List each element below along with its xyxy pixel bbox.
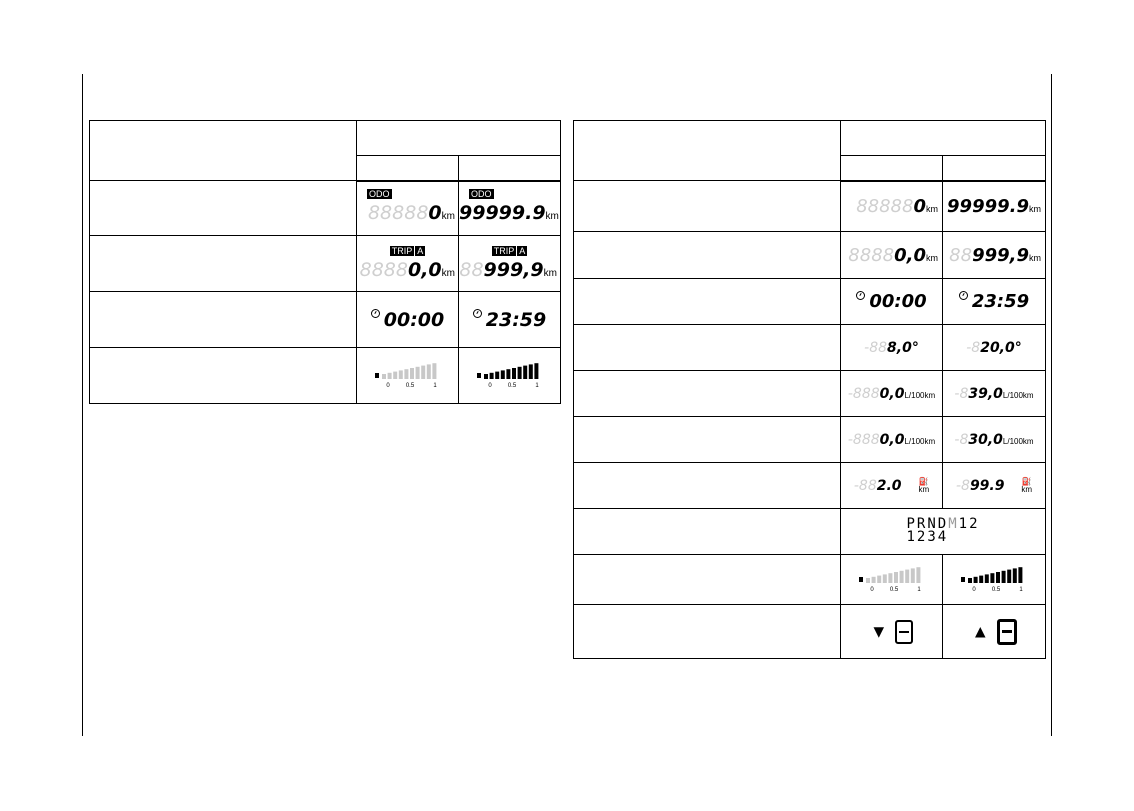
- header-max-cell: [943, 156, 1046, 181]
- fuel-label-cell: [90, 348, 357, 404]
- fuel-bar-segment: [484, 374, 488, 379]
- fuel-scale-label: 1: [432, 382, 437, 389]
- fuel-bar-segment: [421, 365, 425, 378]
- shift-up-arrow-icon: ▲: [971, 621, 990, 641]
- gear-digit-ghost: [895, 620, 913, 644]
- avg-consumption-max-cell: [943, 417, 1046, 463]
- fuel-scale-label: 0.5: [991, 586, 1001, 593]
- fuel-bar-segment: [990, 573, 994, 583]
- trip-tag: TRIP: [391, 245, 413, 256]
- fuel-bar-segment: [393, 371, 397, 378]
- fuel-bar-segment: [489, 372, 493, 378]
- odo-min-unit: km: [926, 203, 938, 214]
- fuel-pump-icon: [477, 373, 481, 378]
- gear-line1-suffix: 12: [958, 515, 980, 532]
- right-display-table: [573, 120, 1046, 659]
- fuel-pump-icon: [859, 577, 863, 582]
- fuel-bar-segment: [916, 567, 920, 583]
- trip-min-cell: [841, 232, 943, 279]
- fuel-scale-label: 0: [385, 382, 390, 389]
- fuel-scale-label: 0: [972, 586, 976, 593]
- fuel-bar-segment: [974, 576, 978, 582]
- range-max-ghost-digits: -8: [955, 477, 970, 494]
- fuel-bar-segment: [910, 568, 914, 583]
- range-label-cell: [574, 463, 841, 509]
- fuel-label-cell: [574, 555, 841, 605]
- fuel-bar-segment: [534, 363, 538, 379]
- fuel-bar-segment: [1013, 568, 1017, 583]
- odo-min-unit: km: [441, 211, 455, 223]
- fuel-bar-segment: [512, 368, 516, 379]
- range-min-cell: [841, 463, 943, 509]
- odo-max-unit: km: [1029, 203, 1041, 214]
- fuel-bar-segment: [517, 366, 521, 378]
- consumption-min-ghost-digits: -888: [847, 385, 880, 402]
- consumption-min-unit: L/100km: [904, 390, 936, 400]
- fuel-scale-label: 0.5: [889, 586, 898, 593]
- avg-consumption-max-unit: L/100km: [1002, 436, 1034, 446]
- fuel-bar-segment: [1002, 570, 1006, 582]
- header-item-cell: [574, 121, 841, 181]
- fuel-bar-segment: [899, 570, 903, 582]
- fuel-bar-segment: [877, 575, 881, 582]
- fuel-gauge-max: [959, 567, 1029, 593]
- fuel-bar-segment: [523, 365, 527, 378]
- fuel-gauge-max: [475, 363, 545, 389]
- clock-max-value: 23:59: [485, 308, 547, 331]
- trip-min-value: 0,0: [407, 258, 442, 281]
- odo-min-ghost-digits: 88888: [367, 202, 429, 225]
- temp-min-value: 8,0°: [887, 339, 919, 356]
- header-range-cell: [357, 121, 561, 156]
- fuel-scale-label: 0.5: [507, 382, 516, 389]
- fuel-bar-segment: [404, 369, 408, 379]
- gear-digit-solid: [997, 619, 1017, 645]
- fuel-min-cell: [841, 555, 943, 605]
- odo-label-cell: [90, 181, 357, 236]
- fuel-scale-label: 0.5: [405, 382, 414, 389]
- range-min-value: 2.0: [876, 477, 902, 494]
- avg-consumption-max-ghost-digits: -8: [954, 431, 969, 448]
- clock-max-cell: [459, 292, 561, 348]
- fuel-bar-segment: [528, 364, 532, 379]
- odo-max-unit: km: [545, 211, 559, 223]
- fuel-bar-segment: [426, 364, 430, 379]
- trip-label-cell: [574, 232, 841, 279]
- gear-display-cell: PRNDM12 1234: [841, 509, 1046, 555]
- header-max-cell: [459, 156, 561, 181]
- clock-icon: [473, 309, 482, 318]
- trip-min-unit: km: [926, 252, 938, 263]
- fuel-bar-segment: [1018, 567, 1022, 583]
- trip-min-ghost-digits: 8888: [848, 244, 895, 266]
- fuel-bar-segment: [387, 372, 391, 378]
- odo-min-value: 0: [913, 195, 926, 217]
- fuel-bar-segment: [894, 572, 898, 583]
- odo-max-cell: [943, 181, 1046, 232]
- clock-min-value: 00:00: [869, 291, 927, 312]
- trip-tag-letter-max: A: [519, 245, 526, 256]
- fuel-bar-segment: [968, 578, 972, 583]
- header-min-cell: [841, 156, 943, 181]
- left-display-table: [89, 120, 561, 404]
- fuel-bar-segment: [500, 370, 504, 379]
- gear-line1: PRND: [906, 515, 949, 532]
- fuel-pump-icon: ⛽: [918, 476, 929, 486]
- fuel-scale-label: 0: [487, 382, 492, 389]
- fuel-scale-label: 1: [534, 382, 539, 389]
- fuel-bar-segment: [1007, 569, 1011, 582]
- fuel-pump-icon: ⛽: [1021, 476, 1032, 486]
- odo-tag: ODO: [369, 189, 390, 200]
- shift-down-arrow-icon: ▼: [869, 621, 888, 641]
- temp-min-ghost-digits: -88: [864, 339, 888, 356]
- fuel-min-cell: [357, 348, 459, 404]
- temp-max-value: 20,0°: [980, 339, 1022, 356]
- clock-min-value: 00:00: [383, 308, 445, 331]
- header-item-cell: [90, 121, 357, 181]
- trip-max-ghost-digits: 88: [459, 258, 484, 281]
- consumption-max-value: 39,0: [968, 385, 1003, 402]
- fuel-bar-segment: [398, 370, 402, 379]
- fuel-bar-segment: [871, 576, 875, 582]
- fuel-bar-segment: [432, 363, 436, 379]
- trip-min-value: 0,0: [894, 244, 926, 266]
- left-margin-line: [82, 74, 83, 736]
- gear-label-cell: [574, 509, 841, 555]
- odo-max-cell: [459, 181, 561, 236]
- fuel-scale-label: 1: [916, 586, 921, 593]
- trip-max-unit: km: [1029, 252, 1041, 263]
- temp-min-cell: [841, 325, 943, 371]
- shift-up-cell: [943, 605, 1046, 659]
- range-max-value: 99.9: [969, 477, 1005, 494]
- fuel-pump-icon: [961, 577, 965, 582]
- avg-consumption-min-ghost-digits: -888: [847, 431, 880, 448]
- avg-consumption-label-cell: [574, 417, 841, 463]
- right-margin-line: [1051, 74, 1052, 736]
- clock-min-cell: [357, 292, 459, 348]
- avg-consumption-min-cell: [841, 417, 943, 463]
- consumption-min-value: 0,0: [879, 385, 905, 402]
- range-max-unit: km: [1021, 484, 1033, 494]
- clock-label-cell: [574, 279, 841, 325]
- temp-max-cell: [943, 325, 1046, 371]
- odo-min-cell: [357, 181, 459, 236]
- clock-label-cell: [90, 292, 357, 348]
- fuel-bar-segment: [506, 369, 510, 379]
- fuel-pump-icon: [375, 373, 379, 378]
- avg-consumption-max-value: 30,0: [968, 431, 1003, 448]
- trip-max-cell: [459, 236, 561, 292]
- fuel-bar-segment: [410, 368, 414, 379]
- trip-min-ghost-digits: 8888: [359, 258, 408, 281]
- trip-tag-max: TRIP: [493, 245, 515, 256]
- trip-tag-letter: A: [417, 245, 424, 256]
- trip-max-unit: km: [543, 267, 557, 279]
- range-min-ghost-digits: -88: [853, 477, 877, 494]
- temp-max-ghost-digits: -8: [966, 339, 981, 356]
- clock-icon: [371, 309, 380, 318]
- header-range-cell: [841, 121, 1046, 156]
- avg-consumption-min-value: 0,0: [879, 431, 905, 448]
- fuel-bar-segment: [985, 574, 989, 583]
- range-min-unit: km: [918, 484, 930, 494]
- fuel-gauge-min: [373, 363, 443, 389]
- trip-max-value: 999,9: [483, 258, 544, 281]
- consumption-max-cell: [943, 371, 1046, 417]
- trip-min-unit: km: [441, 267, 455, 279]
- clock-icon: [856, 291, 865, 300]
- odo-min-cell: [841, 181, 943, 232]
- consumption-max-ghost-digits: -8: [954, 385, 969, 402]
- clock-max-value: 23:59: [971, 291, 1030, 312]
- consumption-min-cell: [841, 371, 943, 417]
- fuel-bar-segment: [382, 374, 386, 379]
- fuel-bar-segment: [888, 573, 892, 583]
- fuel-scale-label: 1: [1019, 586, 1023, 593]
- fuel-max-cell: [459, 348, 561, 404]
- odo-min-value: 0: [428, 202, 442, 225]
- trip-min-cell: [357, 236, 459, 292]
- fuel-gauge-min: [857, 567, 927, 593]
- odo-tag-max: ODO: [471, 189, 492, 200]
- clock-icon: [959, 291, 968, 300]
- fuel-scale-label: 0: [869, 586, 874, 593]
- consumption-label-cell: [574, 371, 841, 417]
- fuel-bar-segment: [979, 575, 983, 582]
- clock-max-cell: [943, 279, 1046, 325]
- temp-label-cell: [574, 325, 841, 371]
- fuel-bar-segment: [415, 366, 419, 378]
- consumption-max-unit: L/100km: [1002, 390, 1034, 400]
- shift-down-cell: [841, 605, 943, 659]
- odo-min-ghost-digits: 88888: [856, 195, 914, 217]
- odo-max-value: 99999.9: [459, 202, 546, 225]
- odo-max-value: 99999.9: [947, 195, 1029, 217]
- trip-max-ghost-digits: 88: [949, 244, 973, 266]
- fuel-max-cell: [943, 555, 1046, 605]
- fuel-bar-segment: [495, 371, 499, 378]
- range-max-cell: [943, 463, 1046, 509]
- fuel-bar-segment: [866, 578, 870, 583]
- trip-max-cell: [943, 232, 1046, 279]
- fuel-bar-segment: [996, 572, 1000, 583]
- header-min-cell: [357, 156, 459, 181]
- avg-consumption-min-unit: L/100km: [904, 436, 936, 446]
- fuel-bar-segment: [905, 569, 909, 582]
- fuel-bar-segment: [882, 574, 886, 583]
- clock-min-cell: [841, 279, 943, 325]
- shift-label-cell: [574, 605, 841, 659]
- gear-line2: 1234: [906, 528, 949, 545]
- odo-label-cell: [574, 181, 841, 232]
- trip-max-value: 999,9: [972, 244, 1029, 266]
- trip-label-cell: [90, 236, 357, 292]
